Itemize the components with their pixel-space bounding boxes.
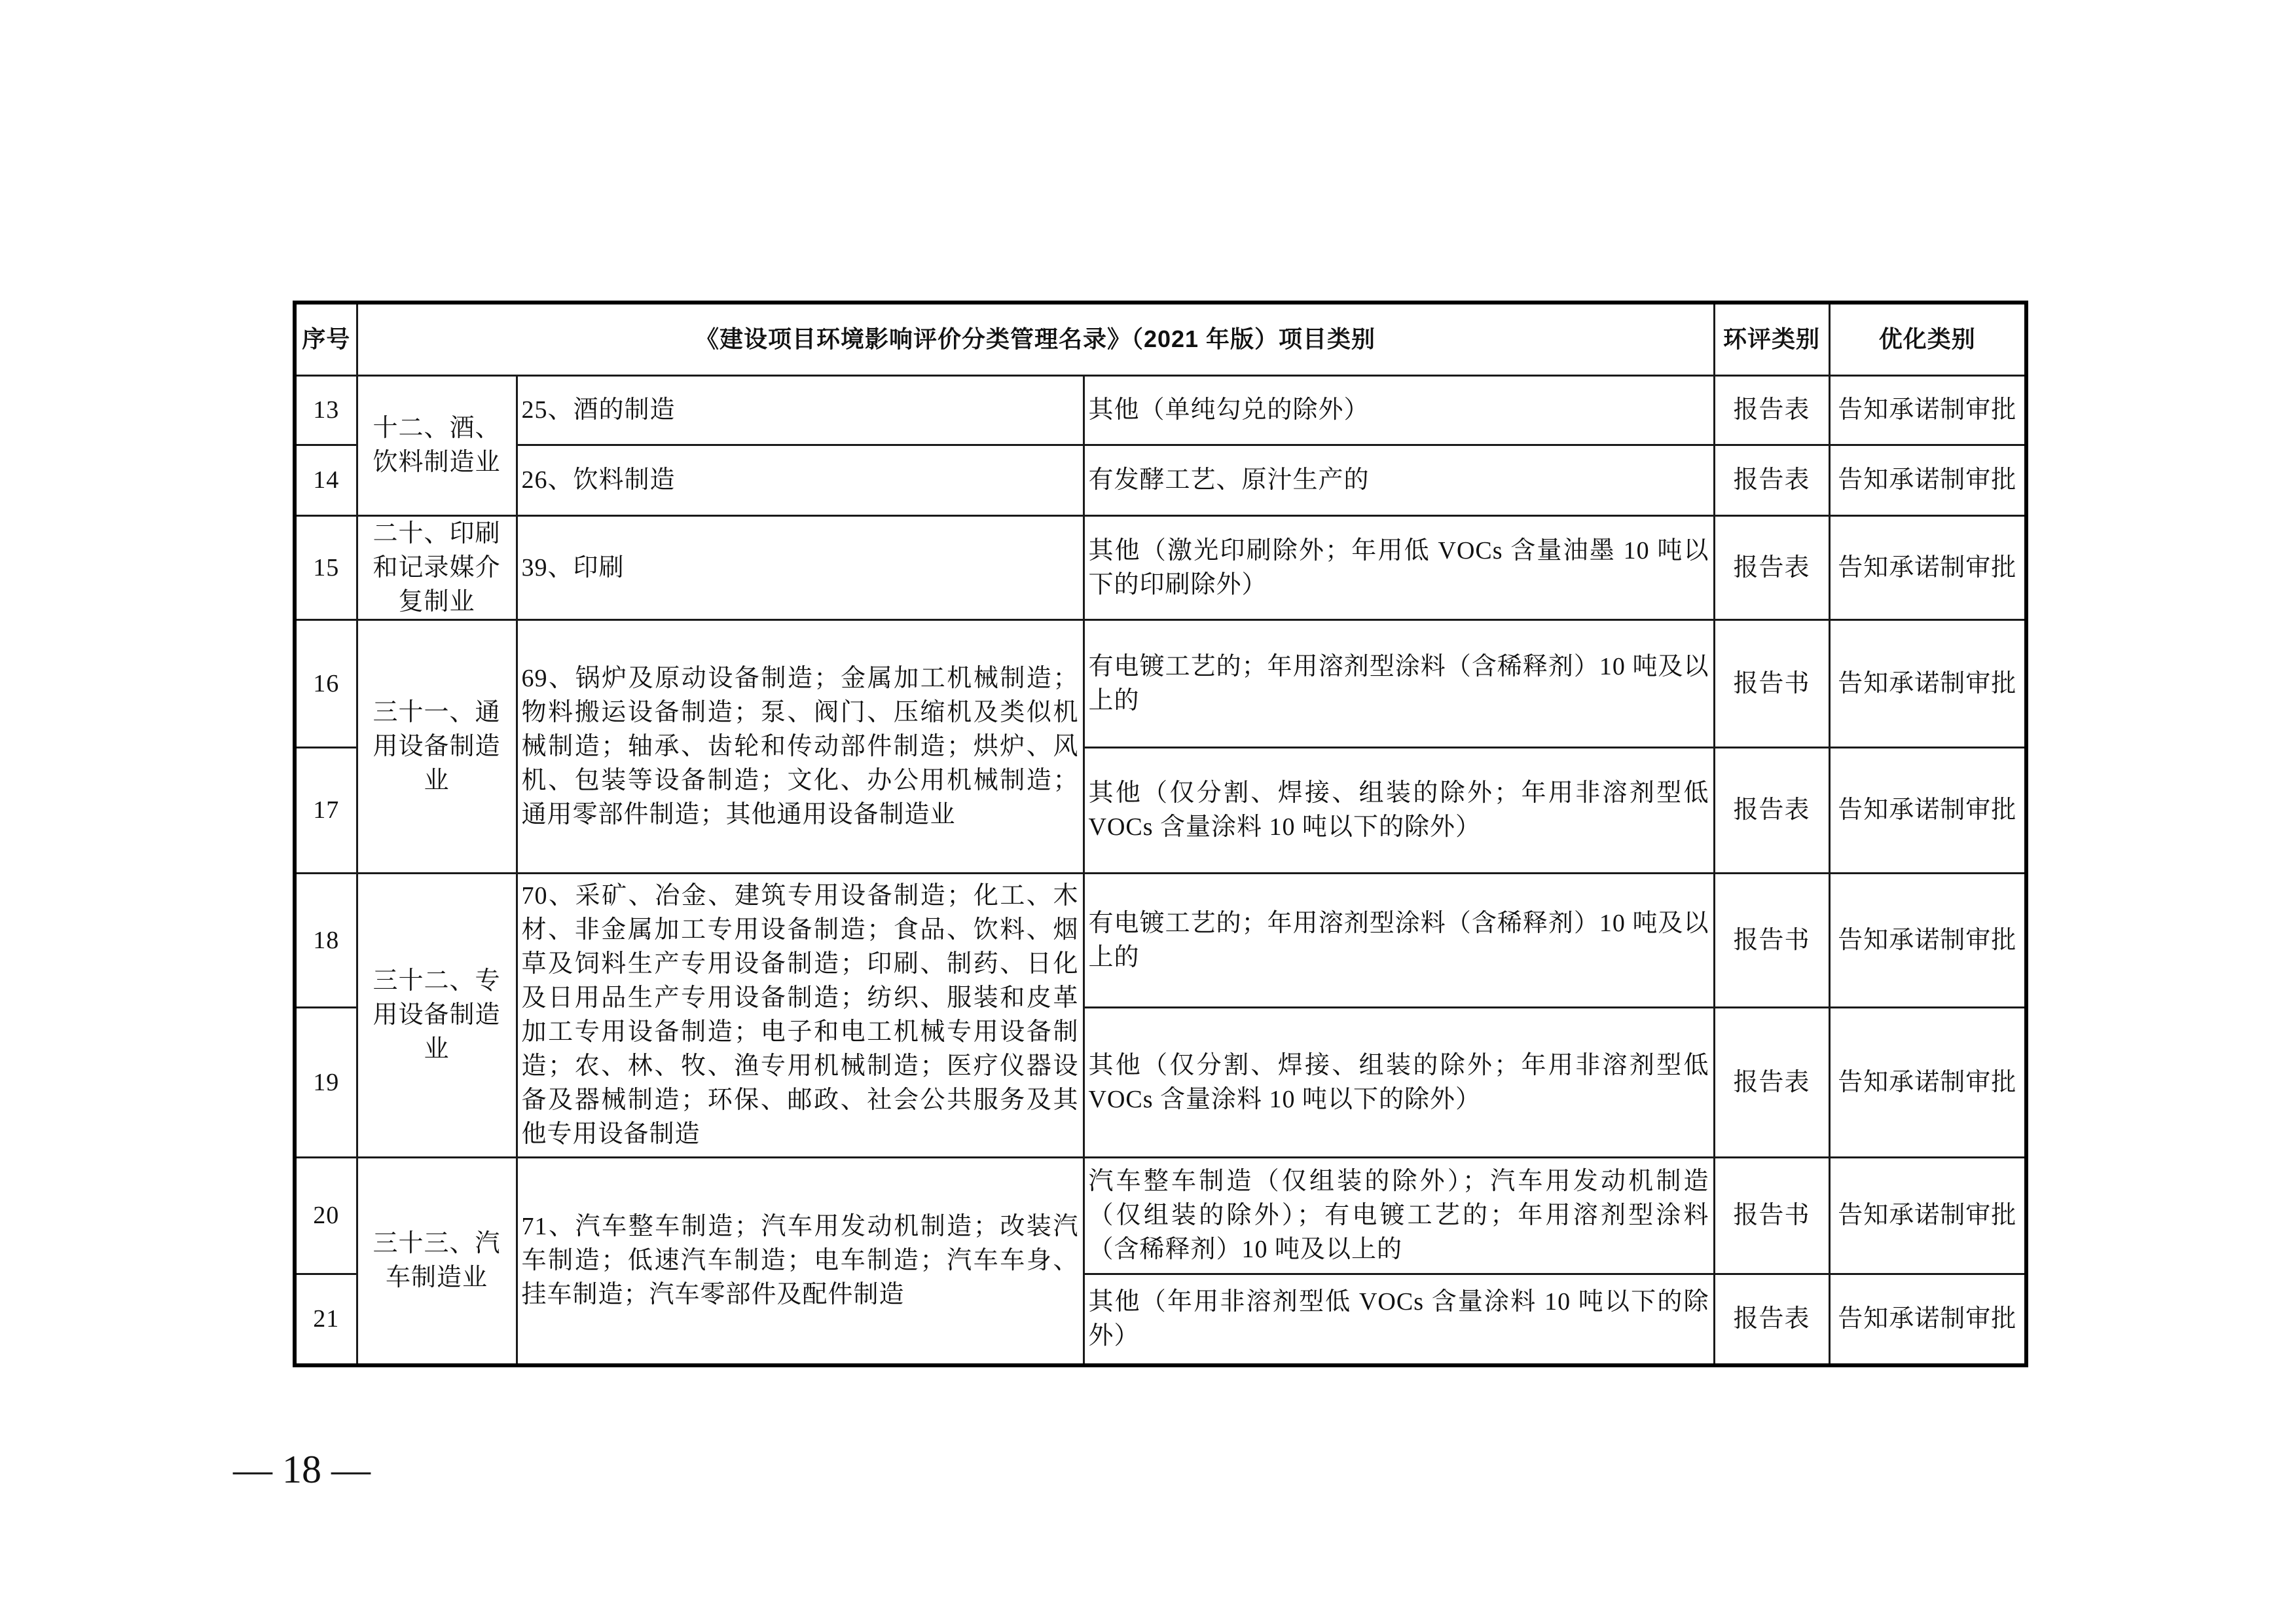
header-eia-type: 环评类别: [1714, 303, 1829, 375]
header-project-category: 《建设项目环境影响评价分类管理名录》（2021 年版）项目类别: [357, 303, 1714, 375]
industry-cell-beverage: 十二、酒、饮料制造业: [357, 375, 517, 515]
row-19-eia-type: 报告表: [1714, 1007, 1829, 1157]
row-20-optimization: 告知承诺制审批: [1829, 1157, 2026, 1274]
row-13-eia-type: 报告表: [1714, 375, 1829, 445]
table-row-16: [295, 619, 2026, 747]
industry-cell-general-equipment: 三十一、通用设备制造业: [357, 619, 517, 873]
row-16-number: 16: [295, 619, 357, 747]
row-20-number: 20: [295, 1157, 357, 1274]
row-21-number: 21: [295, 1274, 357, 1365]
header-serial-number: 序号: [295, 303, 357, 375]
row-15-optimization: 告知承诺制审批: [1829, 515, 2026, 619]
row-14-scope: 有发酵工艺、原汁生产的: [1084, 445, 1714, 515]
row-21-optimization: 告知承诺制审批: [1829, 1274, 2026, 1365]
row-21-scope: 其他（年用非溶剂型低 VOCs 含量涂料 10 吨以下的除外）: [1084, 1274, 1714, 1365]
industry-cell-printing: 二十、印刷和记录媒介复制业: [357, 515, 517, 619]
row-17-number: 17: [295, 747, 357, 873]
row-20-scope: 汽车整车制造（仅组装的除外）；汽车用发动机制造（仅组装的除外）；有电镀工艺的；年用溶剂型涂料（含稀释剂）10 吨及以上的: [1084, 1157, 1714, 1274]
table-row-13: [295, 375, 2026, 445]
row-18-number: 18: [295, 873, 357, 1007]
row-15-number: 15: [295, 515, 357, 619]
table-row-20: [295, 1157, 2026, 1274]
row-15-scope: 其他（激光印刷除外；年用低 VOCs 含量油墨 10 吨以下的印刷除外）: [1084, 515, 1714, 619]
category-cell-71: 71、汽车整车制造；汽车用发动机制造；改装汽车制造；低速汽车制造；电车制造；汽车车身、挂车制造；汽车零部件及配件制造: [517, 1157, 1084, 1365]
row-19-scope: 其他（仅分割、焊接、组装的除外；年用非溶剂型低 VOCs 含量涂料 10 吨以下的除外）: [1084, 1007, 1714, 1157]
row-16-eia-type: 报告书: [1714, 619, 1829, 747]
row-16-scope: 有电镀工艺的；年用溶剂型涂料（含稀释剂）10 吨及以上的: [1084, 619, 1714, 747]
table-row-14: [295, 445, 2026, 515]
category-cell-70: 70、采矿、冶金、建筑专用设备制造；化工、木材、非金属加工专用设备制造；食品、饮料、烟草及饲料生产专用设备制造；印刷、制药、日化及日用品生产专用设备制造；纺织、服装和皮革加工专用设备制造；电子和电工机械专用设备制造；农、林、牧、渔专用机械制造；医疗仪器设备及器械制造；环保、邮政、社会公共服务及其他专用设备制造: [517, 873, 1084, 1157]
row-20-eia-type: 报告书: [1714, 1157, 1829, 1274]
row-18-optimization: 告知承诺制审批: [1829, 873, 2026, 1007]
row-13-scope: 其他（单纯勾兑的除外）: [1084, 375, 1714, 445]
category-cell-26: 26、饮料制造: [517, 445, 1084, 515]
row-14-number: 14: [295, 445, 357, 515]
row-21-eia-type: 报告表: [1714, 1274, 1829, 1365]
industry-cell-automobile: 三十三、汽车制造业: [357, 1157, 517, 1365]
eia-classification-table: [293, 301, 2028, 1367]
row-19-number: 19: [295, 1007, 357, 1157]
industry-cell-special-equipment: 三十二、专用设备制造业: [357, 873, 517, 1157]
table-row-18: [295, 873, 2026, 1007]
row-16-optimization: 告知承诺制审批: [1829, 619, 2026, 747]
header-optimization-type: 优化类别: [1829, 303, 2026, 375]
category-cell-25: 25、酒的制造: [517, 375, 1084, 445]
row-17-optimization: 告知承诺制审批: [1829, 747, 2026, 873]
row-19-optimization: 告知承诺制审批: [1829, 1007, 2026, 1157]
row-13-optimization: 告知承诺制审批: [1829, 375, 2026, 445]
category-cell-69: 69、锅炉及原动设备制造；金属加工机械制造；物料搬运设备制造；泵、阀门、压缩机及类似机械制造；轴承、齿轮和传动部件制造；烘炉、风机、包装等设备制造；文化、办公用机械制造；通用零部件制造；其他通用设备制造业: [517, 619, 1084, 873]
row-18-eia-type: 报告书: [1714, 873, 1829, 1007]
row-18-scope: 有电镀工艺的；年用溶剂型涂料（含稀释剂）10 吨及以上的: [1084, 873, 1714, 1007]
row-14-eia-type: 报告表: [1714, 445, 1829, 515]
table-row-15: [295, 515, 2026, 619]
category-cell-39: 39、印刷: [517, 515, 1084, 619]
row-17-eia-type: 报告表: [1714, 747, 1829, 873]
row-14-optimization: 告知承诺制审批: [1829, 445, 2026, 515]
row-15-eia-type: 报告表: [1714, 515, 1829, 619]
table-header-row: [295, 303, 2026, 375]
row-17-scope: 其他（仅分割、焊接、组装的除外；年用非溶剂型低 VOCs 含量涂料 10 吨以下的除外）: [1084, 747, 1714, 873]
row-13-number: 13: [295, 375, 357, 445]
page-number: — 18 —: [233, 1448, 371, 1491]
